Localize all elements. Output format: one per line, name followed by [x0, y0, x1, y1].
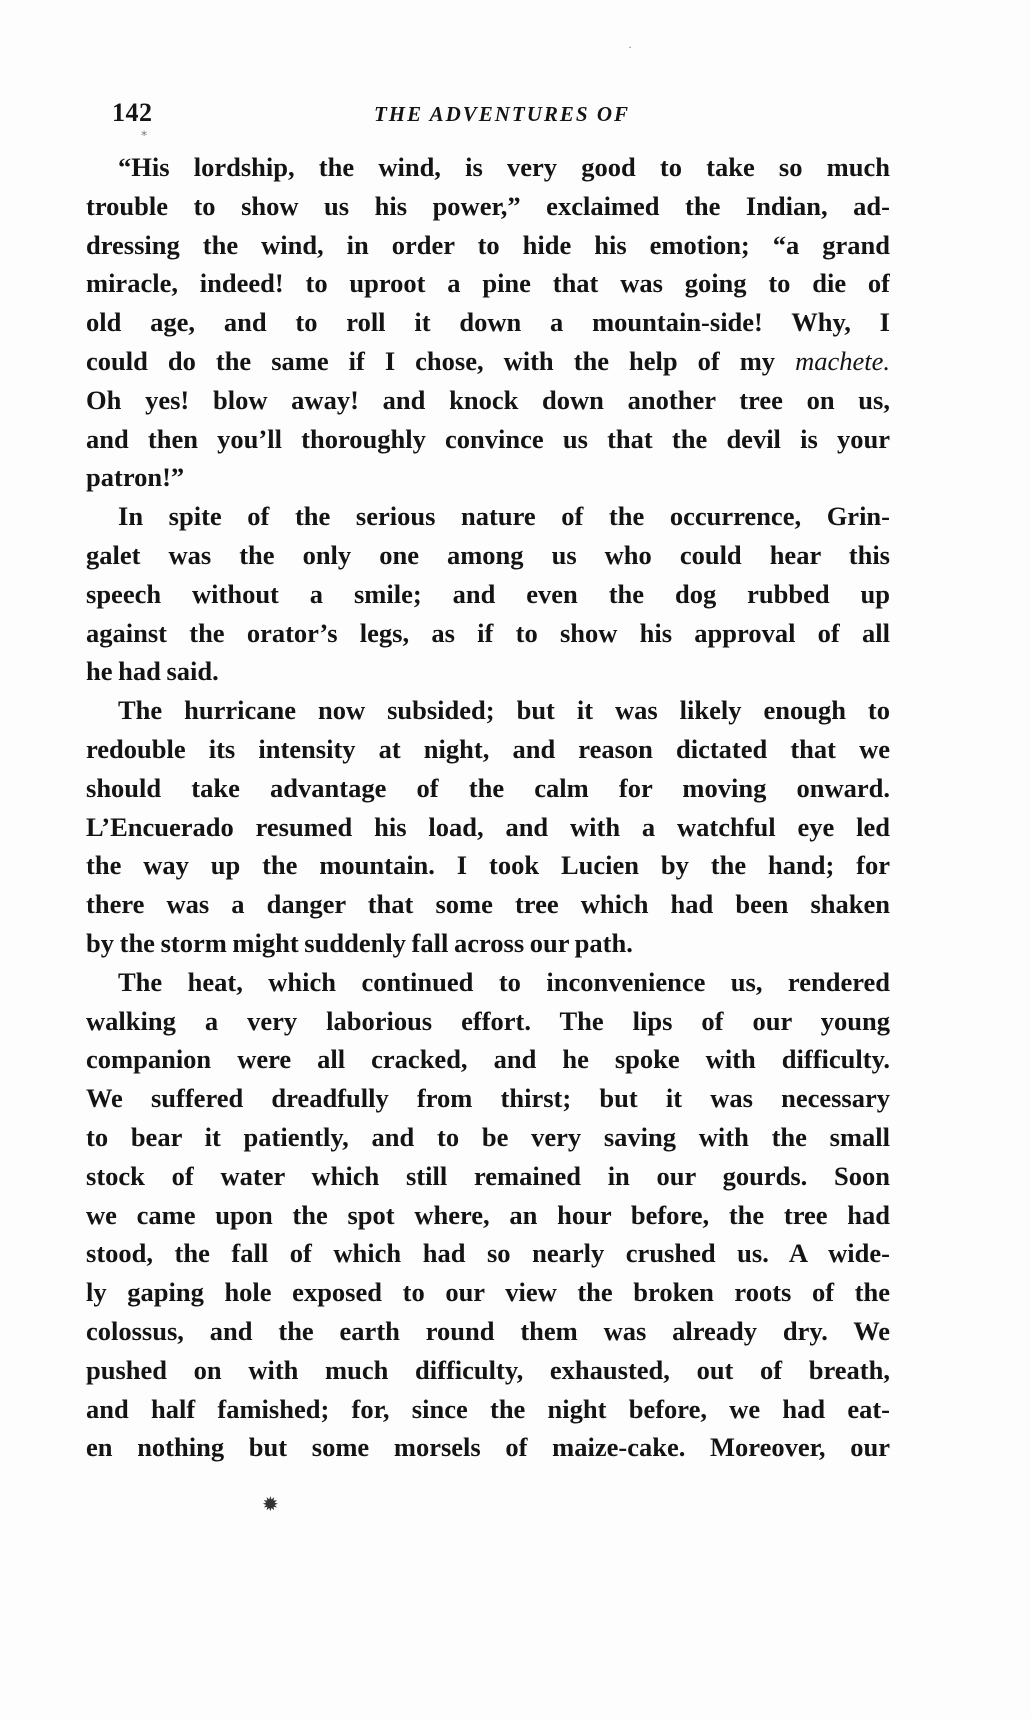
- text-line: there was a danger that some tree which had been shaken: [86, 889, 890, 920]
- text-line: companion were all cracked, and he spoke with difficulty.: [86, 1044, 890, 1075]
- text-line: he had said.: [86, 656, 219, 687]
- text-line: speech without a smile; and even the dog rubbed up: [86, 578, 890, 609]
- text-line: should take advantage of the calm for moving onward.: [86, 772, 890, 803]
- text-line: and half famished; for, since the night before, we had eat-: [86, 1393, 890, 1424]
- scan-speck: ∗: [140, 126, 149, 140]
- text-line: we came upon the spot where, an hour before, the tree had: [86, 1199, 890, 1230]
- running-head: [112, 98, 892, 134]
- text-line: against the orator’s legs, as if to show his approval of all: [86, 617, 890, 648]
- text-line: Oh yes! blow away! and knock down another tree on us,: [86, 384, 890, 415]
- text-line: ly gaping hole exposed to our view the broken roots of the: [86, 1277, 890, 1308]
- scan-speck: ·: [628, 40, 632, 54]
- paragraph: [86, 497, 890, 691]
- text-line: The hurricane now subsided; but it was likely enough to: [118, 695, 890, 726]
- paragraph: [86, 963, 890, 1467]
- text-line: pushed on with much difficulty, exhausted, out of breath,: [86, 1354, 890, 1385]
- text-line: old age, and to roll it down a mountain-side! Why, I: [86, 307, 890, 338]
- text-line: dressing the wind, in order to hide his emotion; “a grand: [86, 229, 890, 260]
- text-line: and then you’ll thoroughly convince us that the devil is your: [86, 423, 890, 454]
- text-line: stood, the fall of which had so nearly crushed us. A wide-: [86, 1238, 890, 1269]
- running-title: THE ADVENTURES OF: [373, 102, 631, 126]
- text-line: en nothing but some morsels of maize-cake. Moreover, our: [86, 1432, 890, 1463]
- text-line: patron!”: [86, 462, 185, 493]
- text-line: colossus, and the earth round them was already dry. We: [86, 1315, 890, 1346]
- text-line: L’Encuerado resumed his load, and with a watchful eye led: [86, 811, 890, 842]
- text-line: by the storm might suddenly fall across our path.: [86, 927, 633, 958]
- text-line: to bear it patiently, and to be very saving with the small: [86, 1121, 890, 1152]
- text-line: We suffered dreadfully from thirst; but it was necessary: [86, 1083, 890, 1114]
- text-line: the way up the mountain. I took Lucien by the hand; for: [86, 850, 890, 881]
- italic-word: machete.: [795, 345, 890, 376]
- paragraph: [86, 691, 890, 963]
- body-text: [86, 148, 890, 1467]
- paragraph: [86, 148, 890, 497]
- text-line: stock of water which still remained in our gourds. Soon: [86, 1160, 890, 1191]
- text-line: The heat, which continued to inconvenience us, rendered: [118, 966, 890, 997]
- text-line: walking a very laborious effort. The lips of our young: [86, 1005, 890, 1036]
- text-line: miracle, indeed! to uproot a pine that was going to die of: [86, 268, 890, 299]
- text-line: In spite of the serious nature of the occurrence, Grin-: [118, 501, 890, 532]
- text-fragment: could do the same if I chose, with the help of my: [86, 345, 776, 376]
- text-line: galet was the only one among us who could hear this: [86, 539, 890, 570]
- text-line: “His lordship, the wind, is very good to take so much: [118, 152, 890, 182]
- asterisk-ornament-icon: ✹: [262, 1494, 279, 1516]
- text-line: trouble to show us his power,” exclaimed the Indian, ad-: [86, 190, 890, 221]
- text-line: redouble its intensity at night, and reason dictated that we: [86, 733, 890, 764]
- page-number: 142: [112, 98, 153, 127]
- text-line: [86, 342, 890, 381]
